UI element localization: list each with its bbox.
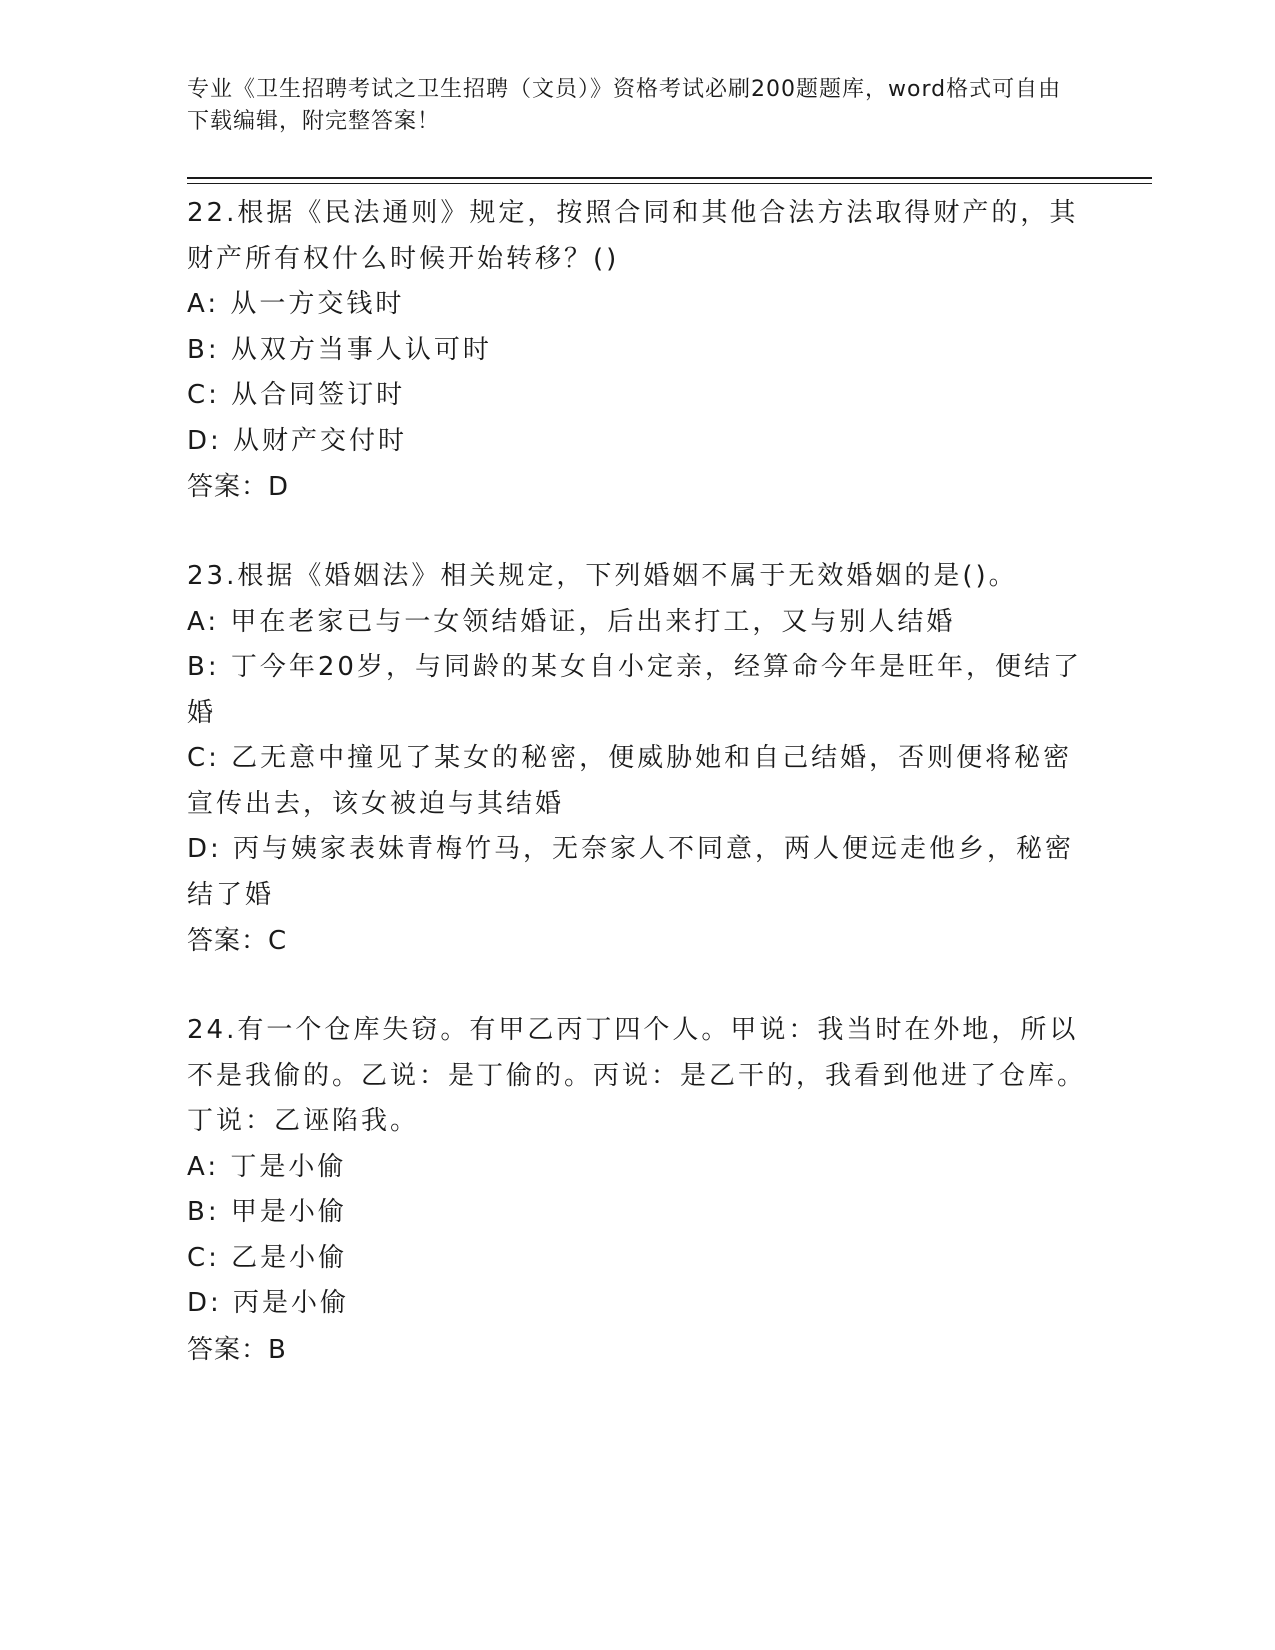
answer-value: C <box>268 926 288 956</box>
option-b: B: 从双方当事人认可时 <box>187 334 492 365</box>
option-c: C: 乙无意中撞见了某女的秘密，便威胁她和自己结婚，否则便将秘密宣传出去，该女被迫与其结婚 <box>187 743 1073 819</box>
header-divider-thick <box>187 177 1152 179</box>
answer-label: 答案： <box>187 472 269 502</box>
answer-line <box>187 1327 1087 1373</box>
option-a: A: 丁是小偷 <box>187 1151 347 1182</box>
option-d: D: 丙与姨家表妹青梅竹马，无奈家人不同意，两人便远走他乡，秘密结了婚 <box>187 834 1075 910</box>
question-text: 24.有一个仓库失窃。有甲乙丙丁四个人。甲说：我当时在外地，所以不是我偷的。乙说：是丁偷的。丙说：是乙干的，我看到他进了仓库。丁说：乙诬陷我。 <box>187 1015 1087 1136</box>
option-a: A: 甲在老家已与一女领结婚证，后出来打工，又与别人结婚 <box>187 606 956 637</box>
question-23 <box>187 554 1087 964</box>
question-24 <box>187 1008 1087 1373</box>
answer-value: B <box>268 1334 287 1365</box>
question-text: 23.根据《婚姻法》相关规定，下列婚姻不属于无效婚姻的是()。 <box>187 561 1018 591</box>
answer-line <box>187 464 1087 510</box>
question-22 <box>187 191 1087 510</box>
answer-line <box>187 918 1087 964</box>
answer-label: 答案： <box>187 926 269 956</box>
option-c: C: 从合同签订时 <box>187 380 406 410</box>
option-d: D: 从财产交付时 <box>187 425 408 456</box>
document-header: 专业《卫生招聘考试之卫生招聘（文员）》资格考试必刷200题题库，word格式可自由下载编辑，附完整答案！ <box>187 77 1062 134</box>
option-d: D: 丙是小偷 <box>187 1288 350 1318</box>
answer-label: 答案： <box>187 1334 269 1365</box>
header-divider-thin <box>187 183 1152 184</box>
option-b: B: 甲是小偷 <box>187 1197 347 1227</box>
question-gap <box>187 510 1087 554</box>
option-c: C: 乙是小偷 <box>187 1242 348 1273</box>
answer-value: D <box>268 472 290 502</box>
question-list <box>187 191 1087 1373</box>
option-a: A: 从一方交钱时 <box>187 289 405 319</box>
question-gap <box>187 964 1087 1008</box>
option-b: B: 丁今年20岁，与同龄的某女自小定亲，经算命今年是旺年，便结了婚 <box>187 652 1082 728</box>
question-text: 22.根据《民法通则》规定，按照合同和其他合法方法取得财产的，其财产所有权什么时候开始转移？() <box>187 198 1079 274</box>
